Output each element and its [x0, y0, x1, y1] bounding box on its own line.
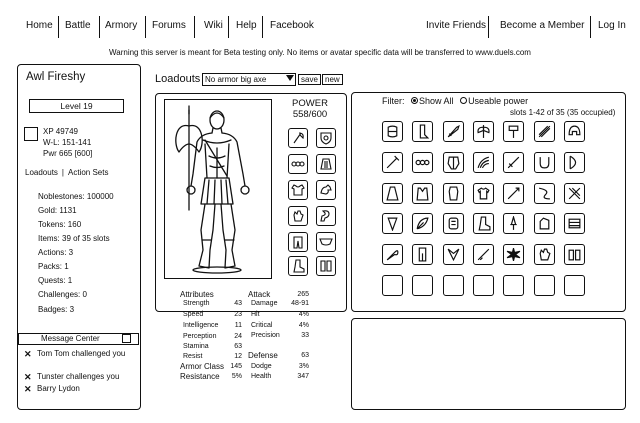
- inventory-slot[interactable]: [382, 152, 403, 173]
- armor-class-label: Armor Class: [180, 362, 225, 371]
- equip-slot-cape[interactable]: [316, 154, 336, 174]
- chain-icon: [415, 155, 430, 170]
- boot-icon: [476, 216, 491, 231]
- nav-divider: [488, 16, 489, 38]
- nav-divider: [228, 16, 229, 38]
- equip-slot-feet[interactable]: [288, 256, 308, 276]
- avatar[interactable]: [24, 127, 38, 141]
- stat-badges: Badges: 3: [38, 305, 75, 314]
- nav-home[interactable]: Home: [26, 20, 53, 31]
- spear-icon: [506, 186, 521, 201]
- loadout-select[interactable]: [202, 73, 296, 86]
- leg-icon: [415, 124, 430, 139]
- horseshoe-icon: [537, 155, 552, 170]
- crossed-swords-icon: ✕: [24, 349, 32, 359]
- stat-items: Items: 39 of 35 slots: [38, 234, 110, 243]
- inventory-slot[interactable]: [382, 244, 403, 265]
- inventory-slot[interactable]: [412, 213, 433, 234]
- bow-icon: [567, 155, 582, 170]
- loadout-select-value: No armor big axe: [205, 75, 267, 84]
- player-xp: XP 49749: [43, 127, 78, 136]
- nav-divider: [58, 16, 59, 38]
- inventory-slot[interactable]: [503, 213, 524, 234]
- inventory-slot[interactable]: [412, 244, 433, 265]
- inventory-slot-empty[interactable]: [473, 275, 494, 296]
- message-center-header[interactable]: [18, 333, 139, 345]
- attack-damage-label: Damage: [251, 300, 278, 307]
- inventory-slot[interactable]: [473, 183, 494, 204]
- attack-precision-value: 33: [301, 332, 309, 339]
- warrior-figure-icon: [165, 100, 269, 276]
- inventory-slot[interactable]: [503, 183, 524, 204]
- level-badge: Level 19: [29, 99, 124, 113]
- equip-slot-chest[interactable]: [288, 180, 308, 200]
- filter-show-all-label[interactable]: Show All: [419, 96, 454, 106]
- nav-help[interactable]: Help: [236, 20, 257, 31]
- stat-quests: Quests: 1: [38, 276, 73, 285]
- attr-intelligence-label: Intelligence: [183, 322, 219, 329]
- equip-slot-shield[interactable]: [316, 128, 336, 148]
- attack-damage-value: 48-91: [291, 300, 309, 307]
- lance-icon: [476, 247, 491, 262]
- equip-slot-mount[interactable]: [316, 180, 336, 200]
- stat-packs: Packs: 1: [38, 262, 69, 271]
- gauntlet-icon: [537, 216, 552, 231]
- filter-useable-label[interactable]: Useable power: [468, 96, 529, 106]
- inventory-slot[interactable]: [503, 152, 524, 173]
- wings-icon: [446, 247, 461, 262]
- nav-become-member[interactable]: Become a Member: [500, 20, 585, 31]
- vest-icon: [415, 186, 430, 201]
- inventory-slot[interactable]: [412, 121, 433, 142]
- attack-value: 265: [297, 291, 309, 298]
- club-icon: [385, 247, 400, 262]
- defense-dodge-label: Dodge: [251, 363, 272, 370]
- inventory-slot[interactable]: [412, 183, 433, 204]
- greaves-icon: [291, 235, 305, 249]
- nav-battle[interactable]: Battle: [65, 20, 91, 31]
- helmet-icon: [567, 124, 582, 139]
- chevron-down-icon: [286, 75, 294, 81]
- equip-slot-arm[interactable]: [316, 206, 336, 226]
- inventory-slot-empty[interactable]: [443, 275, 464, 296]
- inventory-slot[interactable]: [382, 183, 403, 204]
- beast-icon: [319, 183, 333, 197]
- message-text: Tom Tom challenged you: [37, 349, 126, 358]
- inventory-slot[interactable]: [443, 152, 464, 173]
- attr-speed-value: 23: [234, 311, 242, 318]
- boot-icon: [291, 259, 305, 273]
- crossed-swords-icon: ✕: [24, 372, 32, 382]
- inventory-panel: [351, 92, 626, 312]
- fang-icon: [385, 216, 400, 231]
- character-panel: [155, 93, 347, 381]
- player-panel: [17, 64, 141, 410]
- loincloth-icon: [319, 235, 333, 249]
- inventory-slot[interactable]: [443, 244, 464, 265]
- sword-icon: [506, 155, 521, 170]
- defense-health-value: 347: [297, 373, 309, 380]
- robe-icon: [446, 186, 461, 201]
- inventory-slot-empty[interactable]: [503, 275, 524, 296]
- attr-strength-value: 43: [234, 300, 242, 307]
- message-item[interactable]: [24, 349, 136, 359]
- bracer-icon: [319, 209, 333, 223]
- inventory-slot[interactable]: [382, 213, 403, 234]
- nav-armory[interactable]: Armory: [105, 20, 138, 31]
- message-item[interactable]: [24, 372, 136, 382]
- attr-resist-value: 12: [234, 353, 242, 360]
- inventory-slot[interactable]: [412, 152, 433, 173]
- player-win-loss: W-L: 151-141: [43, 138, 92, 147]
- inventory-slot[interactable]: [503, 244, 524, 265]
- stat-gold: Gold: 1131: [38, 206, 77, 215]
- inventory-slot[interactable]: [534, 121, 555, 142]
- attack-title: Attack: [248, 290, 271, 299]
- armor-icon: [291, 183, 305, 197]
- cloak-icon: [385, 186, 400, 201]
- attack-hit-label: Hit: [251, 311, 260, 318]
- new-loadout-button[interactable]: new: [322, 74, 343, 85]
- stat-actions: Actions: 3: [38, 248, 74, 257]
- message-text: Barry Lydon: [37, 384, 80, 393]
- stat-tokens: Tokens: 160: [38, 220, 82, 229]
- attack-hit-value: 4%: [298, 311, 309, 318]
- torso-icon: [446, 155, 461, 170]
- nav-invite-friends[interactable]: Invite Friends: [426, 20, 487, 31]
- defense-value: 63: [301, 352, 309, 359]
- inventory-slot[interactable]: [564, 121, 585, 142]
- nav-divider: [145, 16, 146, 38]
- slots-counter: slots 1-42 of 35 (35 occupied): [510, 108, 616, 117]
- tab-action-sets[interactable]: Action Sets: [68, 168, 109, 177]
- attr-stamina-value: 63: [234, 343, 242, 350]
- inventory-slot-empty[interactable]: [534, 275, 555, 296]
- inventory-slot[interactable]: [564, 244, 585, 265]
- stat-challenges: Challenges: 0: [38, 290, 87, 299]
- bracers-icon: [567, 247, 582, 262]
- claw-icon: [476, 155, 491, 170]
- inventory-slot[interactable]: [564, 183, 585, 204]
- staff-icon: [385, 155, 400, 170]
- attack-critical-label: Critical: [251, 322, 273, 329]
- nav-divider: [99, 16, 100, 38]
- power-value: 558/600: [292, 109, 328, 120]
- inventory-slot[interactable]: [473, 152, 494, 173]
- power-display: [283, 98, 337, 120]
- inventory-slot[interactable]: [534, 183, 555, 204]
- armor-class-value: 145: [230, 363, 242, 370]
- shield-icon: [319, 131, 333, 145]
- crossbow-icon: [567, 186, 582, 201]
- tab-separator: |: [61, 168, 64, 177]
- attack-critical-value: 4%: [298, 322, 309, 329]
- inventory-slot[interactable]: [503, 121, 524, 142]
- filter-show-all-radio[interactable]: [411, 97, 418, 104]
- glove-icon: [291, 209, 305, 223]
- inventory-slot[interactable]: [564, 213, 585, 234]
- attr-intelligence-value: 11: [234, 322, 242, 329]
- inventory-slot[interactable]: [534, 213, 555, 234]
- inventory-slot-empty[interactable]: [412, 275, 433, 296]
- attr-strength-label: Strength: [183, 300, 210, 307]
- equip-slot-waist[interactable]: [316, 232, 336, 252]
- inventory-slot[interactable]: [443, 183, 464, 204]
- inventory-slot[interactable]: [534, 244, 555, 265]
- equip-slot-gloves[interactable]: [288, 206, 308, 226]
- equip-slot-legs[interactable]: [288, 232, 308, 252]
- nav-divider: [194, 16, 195, 38]
- inventory-slot[interactable]: [473, 121, 494, 142]
- spiked-icon: [506, 247, 521, 262]
- breastplate-icon: [446, 216, 461, 231]
- equip-slot-boots[interactable]: [316, 256, 336, 276]
- equip-slot-weapon[interactable]: [288, 128, 308, 148]
- power-label: POWER: [292, 98, 328, 109]
- crossed-swords-icon: ✕: [24, 384, 32, 394]
- nav-divider: [590, 16, 591, 38]
- inventory-filter: [382, 96, 528, 106]
- inventory-slot[interactable]: [473, 213, 494, 234]
- item-detail-panel: [351, 318, 626, 410]
- nav-facebook[interactable]: Facebook: [270, 20, 314, 31]
- attr-speed-label: Speed: [183, 311, 204, 318]
- legging-icon: [415, 247, 430, 262]
- message-center-title: Message Center: [41, 334, 100, 343]
- arrows-icon: [537, 124, 552, 139]
- nav-login[interactable]: Log In: [598, 20, 626, 31]
- nav-forums[interactable]: Forums: [152, 20, 186, 31]
- attr-resist-label: Resist: [183, 353, 203, 360]
- inventory-slot[interactable]: [534, 152, 555, 173]
- message-center-checkbox[interactable]: [122, 334, 131, 343]
- nav-divider: [262, 16, 263, 38]
- chain-icon: [291, 157, 305, 171]
- inventory-slot[interactable]: [564, 152, 585, 173]
- player-name: Awl Fireshy: [26, 71, 86, 83]
- inventory-slot[interactable]: [382, 121, 403, 142]
- equip-slot-belt[interactable]: [288, 154, 308, 174]
- stat-noblestones: Noblestones: 100000: [38, 192, 114, 201]
- attr-stamina-label: Stamina: [183, 343, 209, 350]
- cape-icon: [319, 157, 333, 171]
- player-power: Pwr 665 [600]: [43, 149, 93, 158]
- message-item[interactable]: [24, 384, 136, 394]
- whip-icon: [537, 186, 552, 201]
- inventory-slot-empty[interactable]: [382, 275, 403, 296]
- attack-precision-label: Precision: [251, 332, 280, 339]
- scroll-icon: [567, 216, 582, 231]
- top-nav: [18, 14, 628, 44]
- loadouts-title: Loadouts: [155, 73, 201, 85]
- player-tabs: [25, 168, 108, 177]
- attr-perception-label: Perception: [183, 333, 217, 340]
- attr-perception-value: 24: [234, 333, 242, 340]
- shirt-icon: [476, 186, 491, 201]
- filter-useable-radio[interactable]: [460, 97, 467, 104]
- tab-loadouts[interactable]: Loadouts: [25, 168, 58, 177]
- hammer-icon: [506, 124, 521, 139]
- inventory-slot-empty[interactable]: [564, 275, 585, 296]
- dagger-icon: [506, 216, 521, 231]
- save-loadout-button[interactable]: save: [298, 74, 321, 85]
- nav-wiki[interactable]: Wiki: [204, 20, 223, 31]
- inventory-slot[interactable]: [443, 213, 464, 234]
- message-text: Tunster challenges you: [37, 372, 120, 381]
- resistance-value: 5%: [231, 373, 242, 380]
- feather-icon: [415, 216, 430, 231]
- defense-health-label: Health: [251, 373, 272, 380]
- double-axe-icon: [476, 124, 491, 139]
- beta-warning: Warning this server is meant for Beta testing only. No items or avatar specific data will be transferred to www.duels.com: [109, 48, 531, 57]
- character-figure: [164, 99, 272, 279]
- defense-title: Defense: [248, 351, 278, 360]
- armor-plate-icon: [385, 124, 400, 139]
- resistance-label: Resistance: [180, 372, 220, 381]
- axe-icon: [291, 131, 305, 145]
- defense-dodge-value: 3%: [298, 363, 309, 370]
- gloves-icon: [537, 247, 552, 262]
- inventory-slot[interactable]: [473, 244, 494, 265]
- inventory-slot[interactable]: [443, 121, 464, 142]
- blade-icon: [446, 124, 461, 139]
- filter-label: Filter:: [382, 96, 405, 106]
- attributes-title: Attributes: [180, 290, 214, 299]
- boots-pair-icon: [319, 259, 333, 273]
